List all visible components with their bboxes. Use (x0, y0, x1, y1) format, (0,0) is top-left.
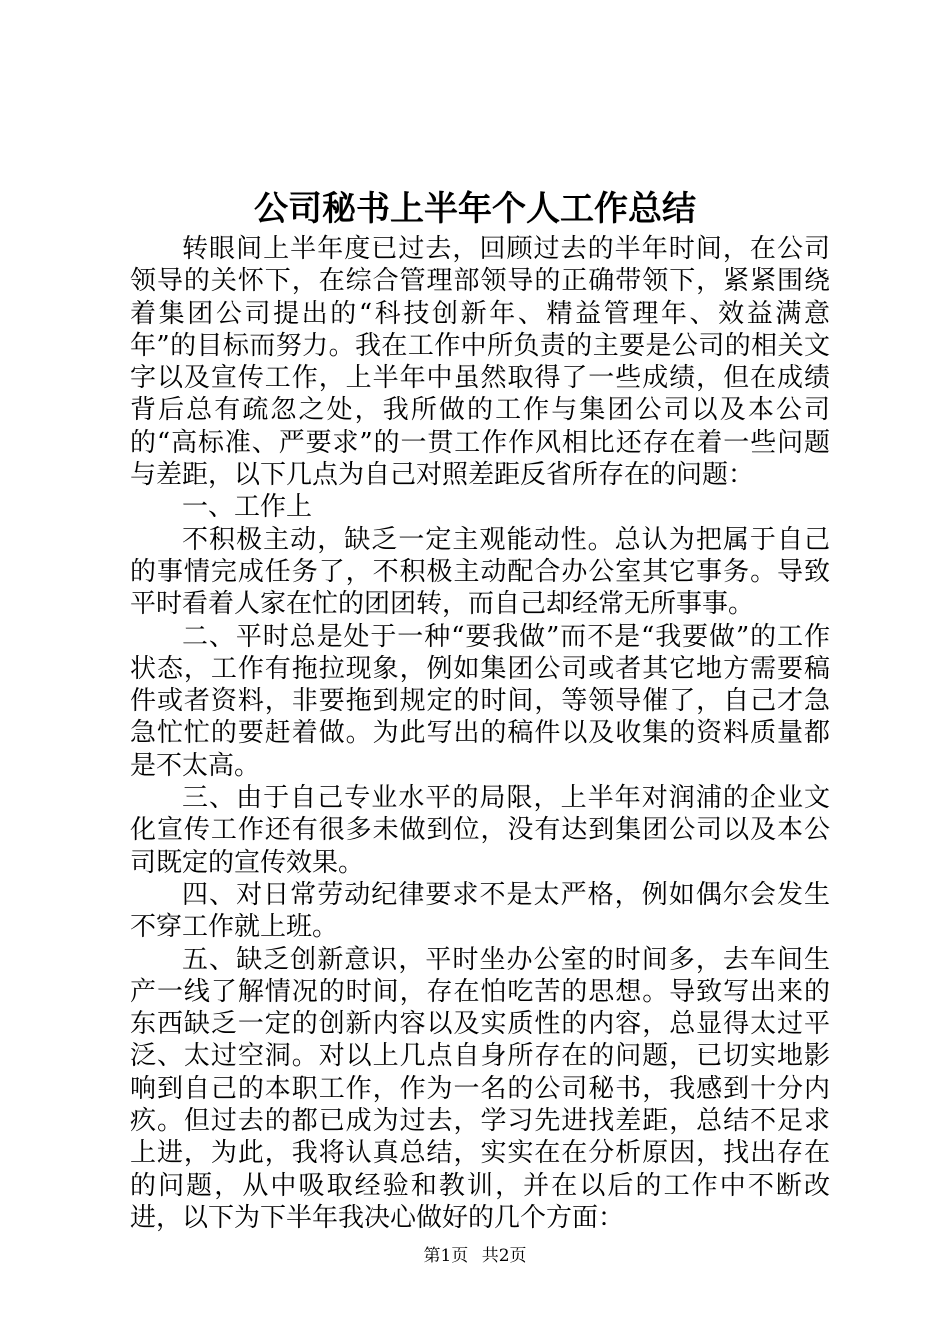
paragraph-item-1: 不积极主动，缺乏一定主观能动性。总认为把属于自己的事情完成任务了，不积极主动配合办公室其它事务。导致平时看着人家在忙的团团转，而自己却经常无所事事。 (130, 524, 830, 620)
paragraph-item-4: 四、对日常劳动纪律要求不是太严格，例如偶尔会发生不穿工作就上班。 (130, 879, 830, 943)
paragraph-item-3: 三、由于自己专业水平的局限，上半年对润浦的企业文化宣传工作还有很多未做到位，没有达到集团公司以及本公司既定的宣传效果。 (130, 783, 830, 878)
document-body (130, 233, 830, 1234)
page-footer (0, 1244, 950, 1268)
paragraph-heading-1: 一、工作上 (182, 492, 313, 523)
document-title: 公司秘书上半年个人工作总结 (254, 189, 696, 229)
page-number-current: 第1页 (423, 1246, 469, 1266)
paragraph-intro: 转眼间上半年度已过去，回顾过去的半年时间，在公司领导的关怀下，在综合管理部领导的正确带领下，紧紧围绕着集团公司提出的“科技创新年、精益管理年、效益满意年”的目标而努力。我在工作中所负责的主要是公司的相关文字以及宣传工作，上半年中虽然取得了一些成绩，但在成绩背后总有疏忽之处，我所做的工作与集团公司以及本公司的“高标准、严要求”的一贯工作作风相比还存在着一些问题与差距，以下几点为自己对照差距反省所存在的问题： (130, 234, 830, 491)
paragraph-item-5: 五、缺乏创新意识，平时坐办公室的时间多，去车间生产一线了解情况的时间，存在怕吃苦的思想。导致写出来的东西缺乏一定的创新内容以及实质性的内容，总显得太过平泛、太过空洞。对以上几点自身所存在的问题，已切实地影响到自己的本职工作，作为一名的公司秘书，我感到十分内疚。但过去的都已成为过去，学习先进找差距，总结不足求上进，为此，我将认真总结，实实在在分析原因，找出存在的问题，从中吸取经验和教训，并在以后的工作中不断改进，以下为下半年我决心做好的几个方面： (130, 944, 830, 1233)
paragraph-item-2: 二、平时总是处于一种“要我做”而不是“我要做”的工作状态，工作有拖拉现象，例如集团公司或者其它地方需要稿件或者资料，非要拖到规定的时间，等领导催了，自己才急急忙忙的要赶着做。为此写出的稿件以及收集的资料质量都是不太高。 (130, 621, 830, 781)
page-number-total: 共2页 (481, 1246, 527, 1266)
